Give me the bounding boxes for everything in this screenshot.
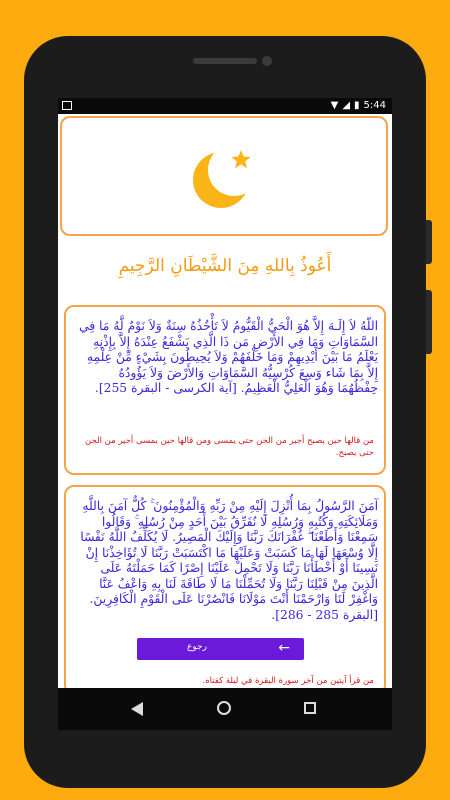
- verse-card: [64, 305, 386, 475]
- nav-home-icon[interactable]: [217, 701, 231, 715]
- power-button: [426, 290, 432, 354]
- signal-icon: ◢: [342, 100, 351, 111]
- app-screen: [58, 98, 392, 688]
- verse-text: آمَنَ الرَّسُولُ بِمَا أُنْزِلَ إِلَيْهِ مِنْ رَبِّهِ وَالْمُؤْمِنُونَ ۚ كُلٌّ آمَنَ بِاللَّهِ وَمَلَائِكَتِهِ وَكُتُبِهِ وَرُسُلِهِ لَا نُفَرِّقُ بَيْنَ أَحَدٍ مِنْ رُسُلِهِ ۚ وَقَالُوا سَمِعْنَا وَأَطَعْنَا ۖ غُفْرَانَكَ رَبَّنَا وَإِلَيْكَ الْمَصِيرُ. لَا يُكَلِّفُ اللَّهُ نَفْسًا إِلَّا وُسْعَهَا لَهَا مَا كَسَبَتْ وَعَلَيْهَا مَا اكْتَسَبَتْ رَبَّنَا لَا تُؤَاخِذْنَا إِنْ نَسِينَا أَوْ أَخْطَأْنَا رَبَّنَا وَلَا تَحْمِلْ عَلَيْنَا إِصْرًا كَمَا حَمَلْتَهُ عَلَى الَّذِينَ مِنْ قَبْلِنَا رَبَّنَا وَلَا تُحَمِّلْنَا مَا لَا طَاقَةَ لَنَا بِهِ وَاعْفُ عَنَّا وَاغْفِرْ لَنَا وَارْحَمْنَا أَنْتَ مَوْلَانَا فَانْصُرْنَا عَلَى الْقَوْمِ الْكَافِرِينَ. [البقرة 285 - 286].: [80, 499, 378, 622]
- status-time: 5:44: [363, 100, 386, 111]
- nav-back-icon[interactable]: [131, 702, 143, 716]
- wifi-icon: ▼: [330, 100, 339, 111]
- main-content: [58, 114, 392, 688]
- navigation-bar: [58, 688, 392, 730]
- logo-card: [60, 116, 388, 236]
- volume-button: [426, 220, 432, 264]
- notification-image-icon: [62, 101, 72, 110]
- crescent-star-icon: [188, 142, 258, 212]
- verse-note: من قالها حين يصبح أجير من الجن حتى يمسى ومن قالها حين يمسى أجير من الجن حتى يصبح.: [85, 436, 374, 458]
- back-button[interactable]: [137, 638, 304, 660]
- basmala-heading: أَعُوذُ بِاللهِ مِنَ الشَّيْطَانِ الرَّجِيمِ: [118, 256, 332, 276]
- verse-note: من قرأ آيتين من آخر سورة البقرة في ليلة كفتاه.: [202, 676, 374, 686]
- back-button-label: رجوع: [187, 642, 207, 652]
- camera-dot: [262, 56, 272, 66]
- verse-text: اللّهُ لاَ إِلَـهَ إِلاَّ هُوَ الْحَيُّ الْقَيُّومُ لاَ تَأْخُذُهُ سِنَةٌ وَلاَ نَوْمٌ لَّهُ مَا فِي السَّمَاوَاتِ وَمَا فِي الأَرْضِ مَن ذَا الَّذِي يَشْفَعُ عِنْدَهُ إِلاَّ بِإِذْنِهِ يَعْلَمُ مَا بَيْنَ أَيْدِيهِمْ وَمَا خَلْفَهُمْ وَلاَ يُحِيطُونَ بِشَيْءٍ مِّنْ عِلْمِهِ إِلاَّ بِمَا شَاء وَسِعَ كُرْسِيُّهُ السَّمَاوَاتِ وَالأَرْضَ وَلاَ يَؤُودُهُ حِفْظُهُمَا وَهُوَ الْعَلِيُّ الْعَظِيمُ. [آية الكرسى - البقرة 255].: [78, 319, 378, 395]
- status-icons: [331, 100, 386, 111]
- status-bar: [58, 98, 392, 114]
- arrow-left-icon: ←: [278, 640, 290, 656]
- battery-icon: ▮: [354, 100, 360, 111]
- speaker-grille: [193, 58, 257, 64]
- nav-recent-apps-icon[interactable]: [304, 702, 316, 714]
